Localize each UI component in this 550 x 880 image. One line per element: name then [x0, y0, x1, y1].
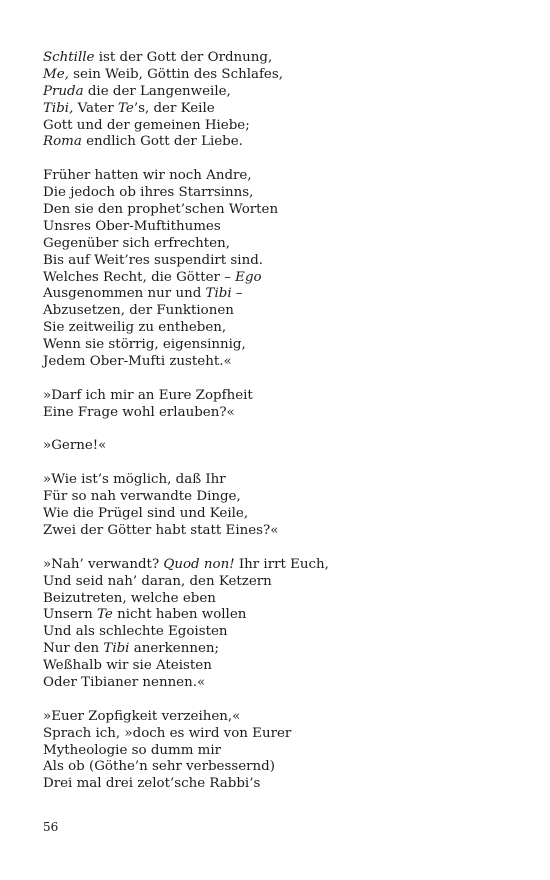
verse-line: [43, 624, 503, 641]
verse-text: –: [231, 286, 243, 302]
italic-text: Tibi: [103, 641, 130, 657]
verse-line: [43, 607, 503, 624]
verse-text: ’s, der Keile: [133, 100, 215, 116]
stanza: [43, 472, 503, 540]
verse-line: [43, 118, 503, 135]
verse-line: [43, 67, 503, 84]
italic-text: Tibi: [205, 286, 232, 302]
verse-line: [43, 557, 503, 574]
verse-text: Bis auf Weit’res suspendirt sind.: [43, 252, 264, 268]
verse-text: Eine Frage wohl erlauben?«: [43, 404, 235, 420]
verse-text: endlich Gott der Liebe.: [81, 134, 243, 150]
verse-text: Drei mal drei zelot’sche Rabbi’s: [43, 776, 261, 792]
verse-text: Als ob (Göthe’n sehr verbessernd): [43, 759, 275, 775]
verse-text: »Darf ich mir an Eure Zopfheit: [43, 387, 253, 403]
verse-line: [43, 50, 503, 67]
verse-line: [43, 743, 503, 760]
verse-text: Die jedoch ob ihres Starrsinns,: [43, 185, 254, 201]
verse-line: [43, 337, 503, 354]
verse-text: Und seid nah’ daran, den Ketzern: [43, 573, 272, 589]
verse-line: [43, 101, 503, 118]
italic-text: Me,: [43, 66, 69, 82]
verse-text: Zwei der Götter habt statt Eines?«: [43, 522, 279, 538]
verse-text: ist der Gott der Ordnung,: [94, 50, 273, 65]
italic-text: Schtille: [43, 50, 95, 65]
verse-line: [43, 185, 503, 202]
italic-text: Te: [97, 607, 113, 623]
verse-line: [43, 472, 503, 489]
verse-line: [43, 354, 503, 371]
verse-line: [43, 202, 503, 219]
verse-text: Den sie den prophet’schen Worten: [43, 202, 279, 218]
verse-text: Abzusetzen, der Funktionen: [43, 303, 234, 319]
verse-text: Weßhalb wir sie Ateisten: [43, 658, 212, 674]
verse-line: [43, 759, 503, 776]
verse-text: »Euer Zopfigkeit verzeihen,«: [43, 708, 241, 724]
verse-text: die der Langenweile,: [83, 83, 231, 99]
verse-line: [43, 658, 503, 675]
verse-line: [43, 506, 503, 523]
verse-line: [43, 489, 503, 506]
italic-text: Te: [117, 100, 134, 116]
verse-line: [43, 134, 503, 151]
stanza: [43, 388, 503, 422]
verse-line: [43, 675, 503, 692]
verse-line: [43, 776, 503, 793]
verse-line: [43, 388, 503, 405]
verse-text: »Wie ist’s möglich, daß Ihr: [43, 472, 226, 488]
verse-line: [43, 523, 503, 540]
verse-text: Welches Recht, die Götter –: [43, 269, 236, 285]
stanza: [43, 168, 503, 371]
verse-line: [43, 320, 503, 337]
verse-text: Mytheologie so dumm mir: [43, 742, 222, 758]
verse-line: [43, 709, 503, 726]
verse-line: [43, 168, 503, 185]
verse-line: [43, 286, 503, 303]
italic-text: Pruda: [43, 83, 84, 99]
verse-line: [43, 270, 503, 287]
verse-text: Sie zeitweilig zu entheben,: [43, 320, 227, 336]
verse-text: Wie die Prügel sind und Keile,: [43, 506, 249, 522]
verse-text: Beizutreten, welche eben: [43, 590, 216, 606]
verse-line: [43, 591, 503, 608]
italic-text: Roma: [43, 134, 82, 150]
verse-line: [43, 641, 503, 658]
verse-text: Und als schlechte Egoisten: [43, 624, 228, 640]
italic-text: Tibi,: [43, 100, 74, 116]
verse-text: Gegenüber sich erfrechten,: [43, 235, 230, 251]
verse-line: [43, 726, 503, 743]
verse-text: »Nah’ verwandt?: [43, 556, 164, 572]
verse-text: Gott und der gemeinen Hiebe;: [43, 117, 250, 133]
italic-text: Quod non!: [163, 556, 235, 572]
verse-text: Unsern: [43, 607, 97, 623]
verse-text: Wenn sie störrig, eigensinnig,: [43, 337, 246, 353]
verse-text: »Gerne!«: [43, 438, 107, 454]
verse-text: Oder Tibianer nennen.«: [43, 674, 206, 690]
stanza: [43, 709, 503, 793]
verse-line: [43, 574, 503, 591]
stanza: [43, 557, 503, 692]
verse-text: Für so nah verwandte Dinge,: [43, 489, 241, 505]
verse-text: Früher hatten wir noch Andre,: [43, 168, 252, 184]
verse-text: Vater: [73, 100, 118, 116]
verse-text: anerkennen;: [129, 641, 220, 657]
verse-text: Ausgenommen nur und: [43, 286, 206, 302]
stanza: [43, 438, 503, 455]
verse-line: [43, 253, 503, 270]
verse-line: [43, 405, 503, 422]
verse-text: Jedem Ober-Mufti zusteht.«: [43, 354, 232, 370]
verse-text: Sprach ich, »doch es wird von Eurer: [43, 725, 292, 741]
stanza: [43, 50, 503, 151]
verse-text: Ihr irrt Euch,: [234, 556, 329, 572]
verse-text: Nur den: [43, 641, 104, 657]
page-number: 56: [43, 820, 59, 834]
poem-body: [43, 50, 503, 810]
verse-text: Unsres Ober-Muftithumes: [43, 218, 221, 234]
verse-line: [43, 236, 503, 253]
verse-line: [43, 219, 503, 236]
italic-text: Ego: [235, 269, 262, 285]
verse-line: [43, 84, 503, 101]
verse-line: [43, 438, 503, 455]
verse-text: nicht haben wollen: [112, 607, 247, 623]
verse-line: [43, 303, 503, 320]
verse-text: sein Weib, Göttin des Schlafes,: [68, 66, 283, 82]
